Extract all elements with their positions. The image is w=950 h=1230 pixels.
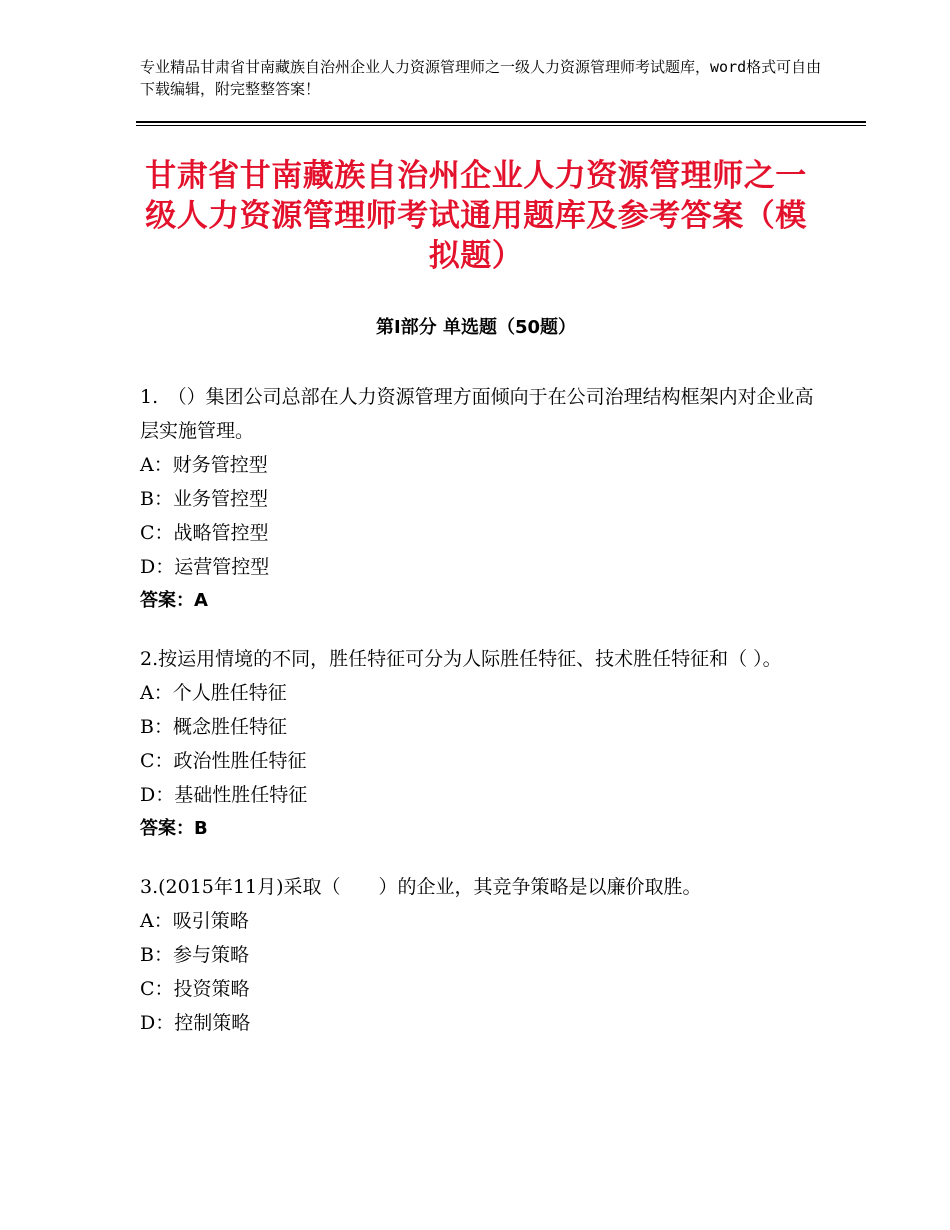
option-c: C：战略管控型 — [140, 522, 269, 544]
option-a: A：个人胜任特征 — [140, 682, 287, 704]
question-2 — [140, 642, 830, 846]
question-1 — [140, 380, 830, 618]
option-b: B：参与策略 — [140, 944, 249, 966]
section-title: 第Ⅰ部分 单选题（50题） — [375, 317, 576, 338]
question-list — [140, 380, 830, 1064]
answer: 答案：A — [140, 590, 208, 611]
header-divider-thin — [136, 125, 866, 126]
question-stem: 2.按运用情境的不同，胜任特征可分为人际胜任特征、技术胜任特征和（ ）。 — [140, 648, 782, 670]
option-c: C：政治性胜任特征 — [140, 750, 307, 772]
question-stem: 1. （）集团公司总部在人力资源管理方面倾向于在公司治理结构框架内对企业高层实施管理。 — [140, 386, 814, 442]
question-3 — [140, 870, 830, 1040]
option-a: A：财务管控型 — [140, 454, 268, 476]
option-b: B：业务管控型 — [140, 488, 268, 510]
question-stem: 3.(2015年11月)采取（ ）的企业，其竞争策略是以廉价取胜。 — [140, 876, 702, 898]
document-title: 甘肃省甘南藏族自治州企业人力资源管理师之一级人力资源管理师考试通用题库及参考答案（模拟题） — [145, 158, 807, 274]
answer: 答案：B — [140, 818, 208, 839]
option-a: A：吸引策略 — [140, 910, 249, 932]
option-d: D：运营管控型 — [140, 556, 270, 578]
option-c: C：投资策略 — [140, 978, 250, 1000]
option-d: D：基础性胜任特征 — [140, 784, 308, 806]
header-note: 专业精品甘肃省甘南藏族自治州企业人力资源管理师之一级人力资源管理师考试题库，word格式可自由下载编辑，附完整整答案！ — [140, 58, 822, 98]
option-b: B：概念胜任特征 — [140, 716, 287, 738]
option-d: D：控制策略 — [140, 1012, 251, 1034]
header-divider-thick — [136, 121, 866, 123]
